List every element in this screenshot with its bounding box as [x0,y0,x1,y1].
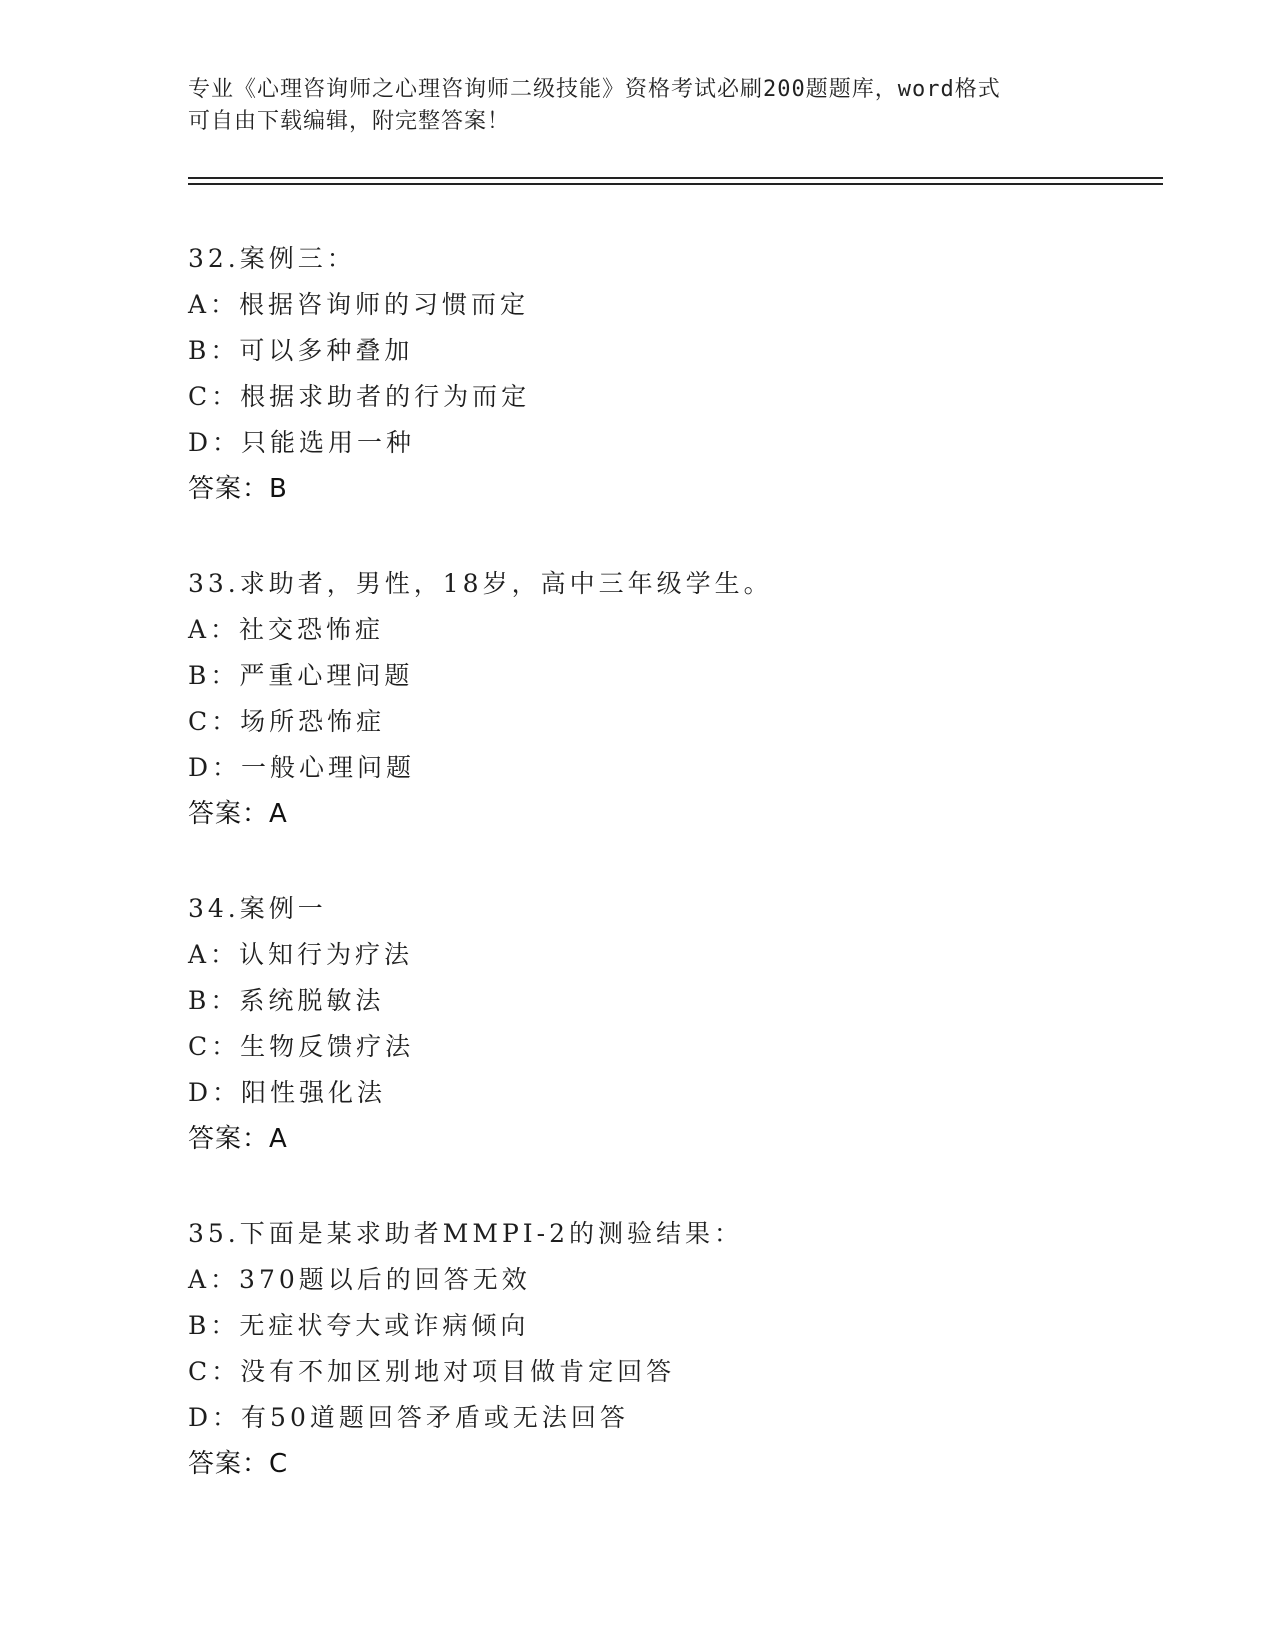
header-line-1: 专业《心理咨询师之心理咨询师二级技能》资格考试必刷200题题库，word格式 [188,77,1001,102]
header-line-2: 可自由下载编辑，附完整答案！ [188,109,511,134]
option-d: D：只能选用一种 [188,428,416,457]
answer-label: 答案：C [188,1449,289,1479]
question-stem: 32.案例三： [188,244,356,273]
document-header [188,74,1088,138]
option-a: A：社交恐怖症 [188,615,385,644]
option-d: D：有50道题回答矛盾或无法回答 [188,1403,629,1432]
question-33 [188,561,1163,837]
option-b: B：无症状夸大或诈病倾向 [188,1311,530,1340]
header-rule-bottom [188,183,1163,185]
option-b: B：可以多种叠加 [188,336,414,365]
question-35 [188,1211,1163,1487]
option-c: C：场所恐怖症 [188,707,386,736]
option-a: A：认知行为疗法 [188,940,414,969]
header-rule-top [188,177,1163,179]
option-b: B：严重心理问题 [188,661,414,690]
option-c: C：没有不加区别地对项目做肯定回答 [188,1357,676,1386]
option-d: D：一般心理问题 [188,753,416,782]
question-stem: 34.案例一 [188,894,327,923]
question-list [188,236,1163,1536]
question-32 [188,236,1163,512]
answer-label: 答案：B [188,474,288,504]
question-stem: 35.下面是某求助者MMPI-2的测验结果： [188,1219,744,1248]
option-c: C：生物反馈疗法 [188,1032,415,1061]
answer-label: 答案：A [188,1124,288,1154]
option-c: C：根据求助者的行为而定 [188,382,531,411]
option-a: A：370题以后的回答无效 [188,1265,531,1294]
option-d: D：阳性强化法 [188,1078,387,1107]
answer-label: 答案：A [188,799,288,829]
option-a: A：根据咨询师的习惯而定 [188,290,530,319]
question-stem: 33.求助者，男性，18岁，高中三年级学生。 [188,569,773,598]
option-b: B：系统脱敏法 [188,986,385,1015]
question-34 [188,886,1163,1162]
